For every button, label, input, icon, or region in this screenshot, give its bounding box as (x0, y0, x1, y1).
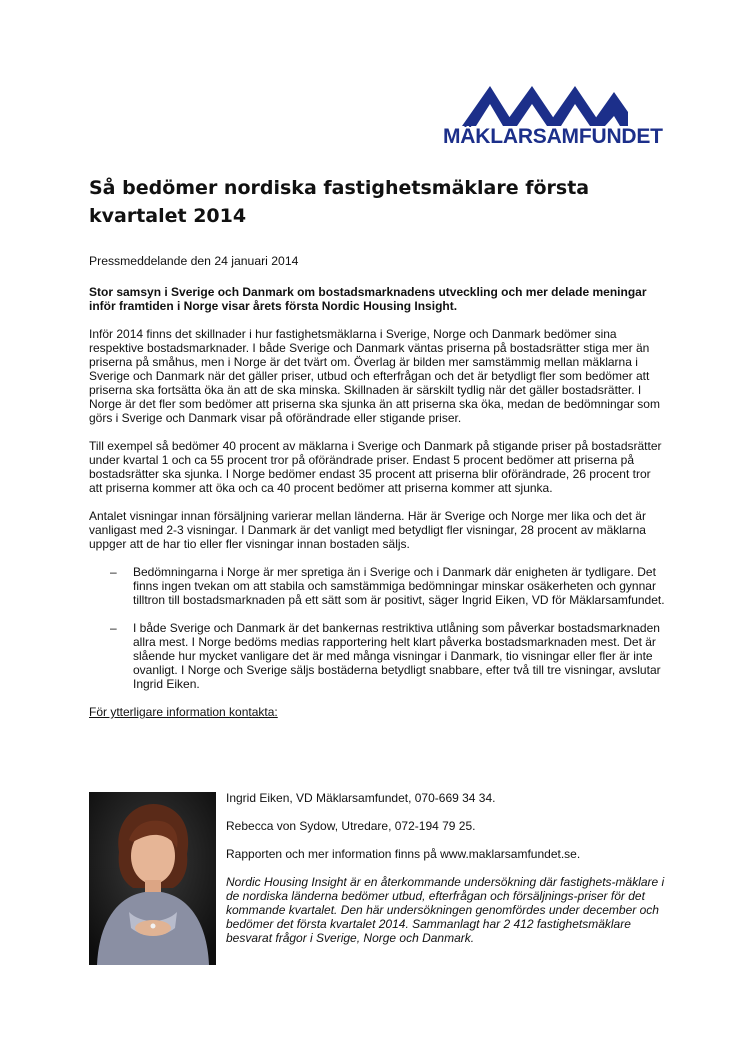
contact-item: Rapporten och mer information finns på www.maklarsamfundet.se. (226, 847, 581, 861)
quote-item (89, 565, 667, 607)
quote-text: I både Sverige och Danmark är det bankernas restriktiva utlåning som påverkar bostadsmarknaden allra mest. I Norge bedöms medias rapportering helt klart påverka bostadsmarknaden mest. Det är slående hur mycket vanligare det är med många visningar i Danmark, tio visningar eller fler är inte ovanligt. I Norge och Sverige säljs bostäderna betydligt snabbare, efter två till tre visningar, avslutar Ingrid Eiken. (133, 621, 661, 691)
lead-paragraph: Stor samsyn i Sverige och Danmark om bostadsmarknadens utveckling och mer delade meningar inför framtiden i Norge visar årets första Nordic Housing Insight. (89, 285, 647, 313)
contact-item: Rebecca von Sydow, Utredare, 072-194 79 25. (226, 819, 476, 833)
portrait-photo (89, 792, 216, 965)
dash-bullet: – (110, 565, 117, 579)
about-note: Nordic Housing Insight är en återkommande undersökning där fastighets-mäklare i de nordiska länderna bedömer utbud, efterfrågan och försäljnings-priser för det kommande kvartalet. Den här undersökningen genomfördes under december och bedömer det första kvartalet 2014. Sammanlagt har 2 412 fastighetsmäklare besvarat frågor i Sverige, Norge och Danmark. (226, 875, 665, 945)
brand-name: MÄKLARSAMFUNDET (443, 125, 663, 148)
contact-item: Ingrid Eiken, VD Mäklarsamfundet, 070-669 34 34. (226, 791, 496, 805)
contact-heading: För ytterligare information kontakta: (89, 705, 278, 719)
body-paragraph: Till exempel så bedömer 40 procent av mäklarna i Sverige och Danmark på stigande priser på bostadsrätter under kvartal 1 och ca 55 procent tror på oförändrade priser. Endast 5 procent bedömer att priserna på bostadsrätter ska sjunka. I Norge bedömer endast 35 procent att priserna blir oförändrade, 26 procent tror att priserna kommer att öka och ca 40 procent bedömer att priserna kommer att sjunka. (89, 439, 662, 495)
body-paragraph: Antalet visningar innan försäljning varierar mellan länderna. Här är Sverige och Norge mer lika och det är vanligast med 2-3 visningar. I Danmark är det vanligt med betydligt fler visningar, 28 procent av mäklarna uppger att de har tio eller fler visningar innan bostaden säljs. (89, 509, 646, 551)
release-date: Pressmeddelande den 24 januari 2014 (89, 254, 299, 268)
roof-peaks-icon (462, 86, 628, 126)
contact-list (226, 791, 666, 959)
quote-list (89, 565, 667, 691)
quote-item (89, 621, 667, 691)
press-release (89, 174, 667, 719)
quote-text: Bedömningarna i Norge är mer spretiga än i Sverige och i Danmark där enigheten är tydligare. Det finns ingen tvekan om att stabila och samstämmiga bedömningar minskar osäkerheten och gynnar tilltron till bostadsmarknaden på ett sätt som är positivt, säger Ingrid Eiken, VD för Mäklarsamfundet. (133, 565, 665, 607)
maklarsamfundet-logo (440, 86, 663, 156)
dash-bullet: – (110, 621, 117, 635)
body-paragraph: Inför 2014 finns det skillnader i hur fastighetsmäklarna i Sverige, Norge och Danmark bedömer sina respektive bostadsmarknader. I både Sverige och Danmark väntas priserna på bostadsrätter stiga mer än priserna på småhus, men i Norge är det tvärt om. Överlag är bilden mer samstämmig mellan mäklarna i Sverige och Danmark när det gäller priser, utbud och efterfrågan och det är betydligt fler som bedömer att priserna ska fortsätta öka än att de ska minska. Skillnaden är särskilt tydlig när det gäller bostadsrätter. I Norge är det fler som bedömer att priserna ska sjunka än att priserna ska öka, medan de bedömningar som görs i Sverige och Danmark visar på oförändrade eller stigande priser. (89, 327, 660, 425)
page-title: Så bedömer nordiska fastighetsmäklare första kvartalet 2014 (89, 177, 590, 227)
